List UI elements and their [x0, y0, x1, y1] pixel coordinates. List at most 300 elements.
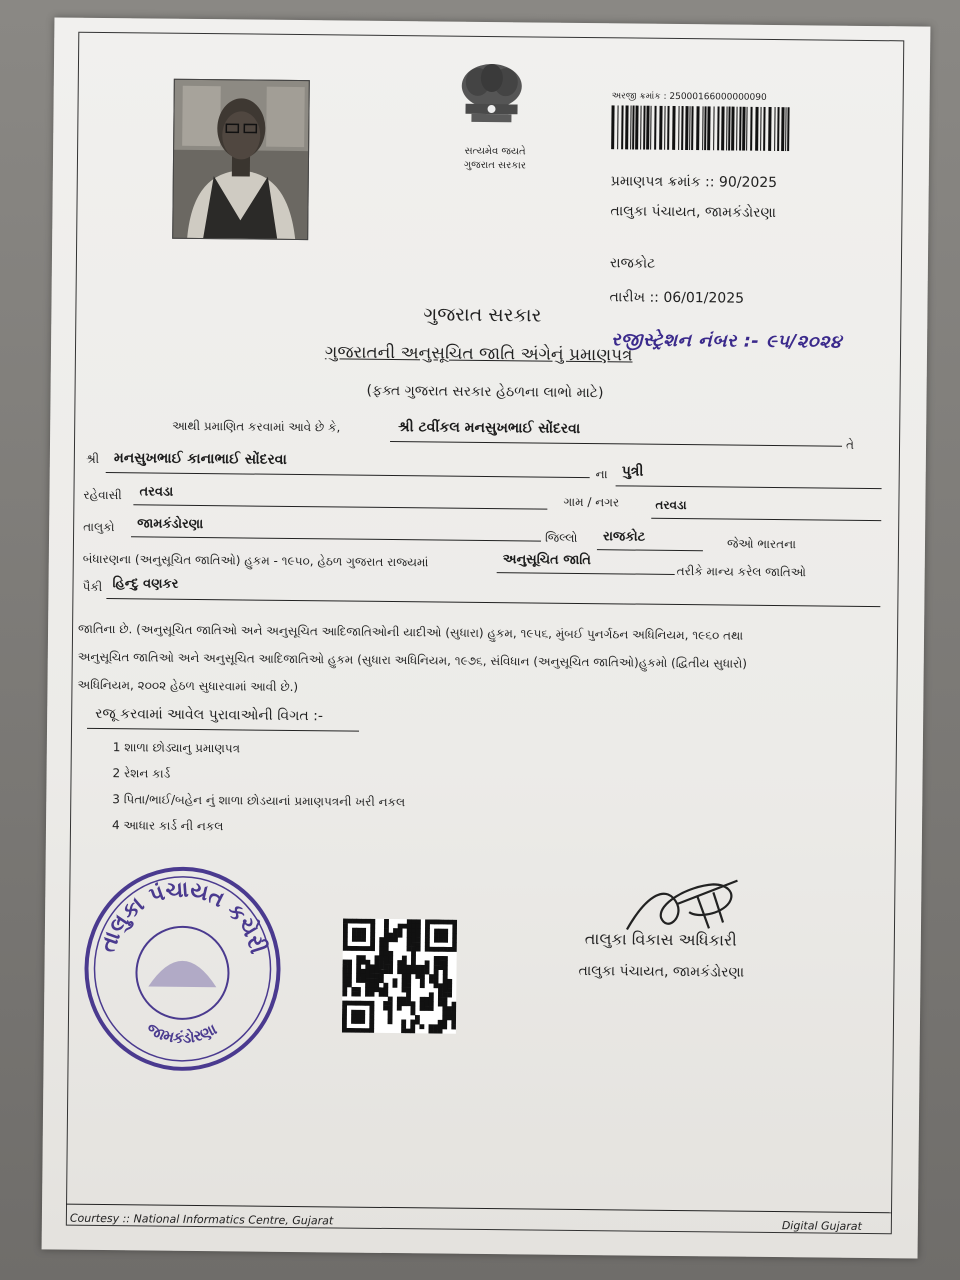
qr-module — [356, 978, 361, 983]
qr-finder-module — [425, 947, 430, 952]
qr-module — [384, 960, 389, 965]
qr-module — [406, 983, 411, 988]
qr-module — [379, 974, 384, 979]
qr-module — [397, 1001, 402, 1006]
issuing-district: રાજકોટ — [609, 255, 656, 272]
qr-finder-module — [343, 941, 348, 946]
qr-module — [342, 987, 347, 992]
application-number-label: અરજી ક્રમાંક : — [611, 91, 667, 102]
qr-module — [415, 974, 420, 979]
qr-module — [365, 987, 370, 992]
qr-module — [443, 965, 448, 970]
qr-module — [447, 993, 452, 998]
qr-module — [443, 997, 448, 1002]
qr-finder-module — [425, 942, 430, 947]
qr-finder-module — [356, 1014, 361, 1019]
qr-finder-module — [452, 947, 457, 952]
qr-module — [342, 991, 347, 996]
qr-finder-module — [448, 947, 453, 952]
legal-paragraph-line1: જાતિના છે. (અનુસૂચિત જાતિઓ અને અનુસૂચિત આદિજાતિઓની યાદીઓ (સુધારા) હુકમ, ૧૯૫૬, મુંબઈ પુનર્ગઠન અધિનિયમ, ૧૯૬૦ તથા — [78, 621, 744, 643]
qr-module — [434, 970, 439, 975]
qr-module — [447, 1011, 452, 1016]
qr-finder-module — [357, 928, 362, 933]
qr-module — [443, 983, 448, 988]
barcode — [609, 105, 795, 151]
qr-module — [370, 964, 375, 969]
barcode-bar — [654, 106, 656, 150]
qr-module — [443, 956, 448, 961]
qr-module — [442, 1024, 447, 1029]
caste-category: અનુસૂચિત જાતિ — [502, 552, 591, 569]
constitution-text: બંધારણના (અનુસૂચિત જાતિઓ) હુકમ - ૧૯૫૦, હેઠળ ગુજરાત રાજ્યમાં — [82, 551, 429, 570]
qr-finder-module — [351, 1010, 356, 1015]
qr-module — [388, 937, 393, 942]
qr-finder-module — [452, 938, 457, 943]
qr-module — [411, 942, 416, 947]
qr-module — [365, 960, 370, 965]
barcode-bar — [691, 106, 693, 150]
barcode-bar — [739, 107, 741, 151]
qr-module — [342, 969, 347, 974]
qr-module — [342, 973, 347, 978]
qr-module — [347, 973, 352, 978]
qr-module — [447, 979, 452, 984]
barcode-bar — [728, 107, 730, 151]
qr-module — [402, 983, 407, 988]
qr-module — [388, 1015, 393, 1020]
qr-module — [406, 1001, 411, 1006]
qr-module — [415, 969, 420, 974]
qr-module — [438, 988, 443, 993]
qr-module — [397, 997, 402, 1002]
qr-finder-module — [434, 938, 439, 943]
qr-finder-module — [342, 1001, 347, 1006]
qr-finder-module — [360, 1014, 365, 1019]
qr-module — [451, 1011, 456, 1016]
qr-module — [401, 1001, 406, 1006]
qr-module — [397, 960, 402, 965]
qr-finder-module — [357, 919, 362, 924]
qr-module — [452, 1002, 457, 1007]
proof-item: 1 શાળા છોડ્યાનુ પ્રમાણપત્ર — [112, 740, 241, 756]
qr-finder-module — [370, 919, 375, 924]
qr-module — [370, 992, 375, 997]
qr-module — [442, 1002, 447, 1007]
qr-module — [434, 965, 439, 970]
qr-module — [443, 961, 448, 966]
qr-module — [393, 928, 398, 933]
qr-module — [429, 997, 434, 1002]
applicant-photo — [172, 79, 310, 240]
qr-module — [410, 1020, 415, 1025]
government-title: ગુજરાત સરકાર — [423, 303, 542, 327]
qr-finder-module — [342, 1028, 347, 1033]
qr-module — [411, 928, 416, 933]
proof-item: 2 રેશન કાર્ડ — [112, 766, 171, 781]
qr-finder-module — [357, 932, 362, 937]
certify-label: આથી પ્રમાણિત કરવામાં આવે છે કે, — [172, 418, 341, 435]
qr-module — [407, 924, 412, 929]
barcode-bar — [625, 105, 628, 149]
qr-module — [388, 960, 393, 965]
qr-module — [401, 1019, 406, 1024]
qr-module — [411, 969, 416, 974]
qr-finder-module — [425, 919, 430, 924]
qr-module — [406, 997, 411, 1002]
qr-module — [438, 997, 443, 1002]
qr-module — [388, 997, 393, 1002]
qr-module — [416, 928, 421, 933]
qr-module — [342, 982, 347, 987]
qr-module — [361, 973, 366, 978]
qr-finder-module — [361, 946, 366, 951]
qr-module — [401, 1024, 406, 1029]
qr-module — [384, 928, 389, 933]
qr-module — [420, 969, 425, 974]
barcode-bar — [678, 106, 679, 150]
qr-module — [388, 955, 393, 960]
qr-module — [347, 960, 352, 965]
officer-office: તાલુકા પંચાયત, જામકંડોરણા — [578, 962, 745, 981]
application-number-value: 25000166000000090 — [669, 91, 767, 103]
barcode-bar — [707, 106, 710, 150]
qr-module — [424, 1001, 429, 1006]
qr-finder-module — [352, 937, 357, 942]
qr-code — [342, 919, 457, 1034]
qr-module — [433, 1024, 438, 1029]
qr-module — [420, 997, 425, 1002]
qr-module — [415, 965, 420, 970]
qr-finder-module — [425, 938, 430, 943]
qr-module — [416, 933, 421, 938]
barcode-bar — [742, 107, 745, 151]
qr-finder-module — [370, 946, 375, 951]
qr-module — [370, 969, 375, 974]
barcode-bar — [777, 107, 779, 151]
district-label: જિલ્લો — [544, 530, 578, 545]
qr-finder-module — [425, 924, 430, 929]
qr-finder-module — [439, 929, 444, 934]
qr-module — [388, 1019, 393, 1024]
qr-module — [429, 1024, 434, 1029]
qr-module — [351, 987, 356, 992]
portrait-image — [173, 80, 309, 239]
qr-module — [379, 951, 384, 956]
qr-finder-module — [443, 933, 448, 938]
qr-module — [438, 983, 443, 988]
qr-module — [416, 924, 421, 929]
barcode-bar — [630, 105, 631, 149]
qr-finder-module — [366, 946, 371, 951]
barcode-bar — [763, 107, 765, 151]
qr-finder-module — [360, 1001, 365, 1006]
qr-module — [433, 1029, 438, 1034]
qr-module — [410, 1024, 415, 1029]
qr-module — [365, 973, 370, 978]
qr-module — [429, 1002, 434, 1007]
qr-finder-module — [347, 946, 352, 951]
qr-module — [406, 969, 411, 974]
qr-module — [383, 1001, 388, 1006]
qr-module — [365, 964, 370, 969]
qr-module — [442, 1015, 447, 1020]
qr-module — [361, 969, 366, 974]
qr-finder-module — [434, 929, 439, 934]
barcode-bar — [704, 106, 706, 150]
qr-module — [438, 1024, 443, 1029]
qr-module — [443, 988, 448, 993]
qr-module — [447, 988, 452, 993]
certificate-title: ગુજરાતની અનુસૂચિત જાતિ અંગેનું પ્રમાણપત્ર — [324, 342, 633, 366]
qr-module — [374, 978, 379, 983]
barcode-bar — [617, 105, 618, 149]
issuing-office: તાલુકા પંચાયત, જામકંડોરણા — [610, 203, 777, 222]
qr-module — [429, 1006, 434, 1011]
qr-module — [384, 942, 389, 947]
qr-module — [410, 1029, 415, 1034]
qr-module — [356, 973, 361, 978]
qr-module — [407, 937, 412, 942]
qr-module — [384, 951, 389, 956]
qr-finder-module — [343, 928, 348, 933]
qr-finder-module — [361, 919, 366, 924]
qr-finder-module — [443, 920, 448, 925]
qr-module — [361, 960, 366, 965]
barcode-bar — [689, 106, 690, 150]
qr-module — [447, 1015, 452, 1020]
qr-module — [420, 1006, 425, 1011]
qr-module — [379, 960, 384, 965]
na-label: ના — [595, 467, 608, 482]
qr-module — [415, 1020, 420, 1025]
application-number — [612, 91, 767, 103]
qr-module — [407, 933, 412, 938]
qr-finder-module — [369, 1005, 374, 1010]
qr-module — [416, 938, 421, 943]
qr-module — [407, 928, 412, 933]
qr-module — [397, 1006, 402, 1011]
legal-paragraph-line3: અધિનિયમ, ૨૦૦૨ હેઠળ સુધારવામાં આવી છે.) — [77, 677, 299, 695]
qr-finder-module — [361, 932, 366, 937]
qr-module — [388, 1001, 393, 1006]
qr-module — [374, 964, 379, 969]
qr-finder-module — [365, 1028, 370, 1033]
barcode-bar — [768, 107, 771, 151]
qr-module — [420, 965, 425, 970]
caste-value: હિન્દુ વણકર — [112, 576, 179, 592]
qr-module — [442, 1011, 447, 1016]
qr-finder-module — [370, 932, 375, 937]
qr-module — [402, 978, 407, 983]
qr-module — [411, 956, 416, 961]
qr-module — [393, 933, 398, 938]
qr-finder-module — [352, 928, 357, 933]
qr-finder-module — [356, 937, 361, 942]
qr-module — [388, 1010, 393, 1015]
qr-module — [398, 933, 403, 938]
barcode-bar — [702, 106, 703, 150]
barcode-bar — [713, 106, 714, 150]
qr-finder-module — [343, 937, 348, 942]
qr-finder-module — [356, 1001, 361, 1006]
qr-module — [406, 974, 411, 979]
qr-module — [443, 979, 448, 984]
qr-module — [452, 1006, 457, 1011]
certificate-subtitle: (ફક્ત ગુજરાત સરકાર હેઠળના લાભો માટે) — [366, 382, 604, 402]
barcode-bar — [760, 107, 761, 151]
qr-module — [411, 919, 416, 924]
barcode-bar — [611, 105, 614, 149]
qr-module — [451, 1020, 456, 1025]
qr-finder-module — [365, 1001, 370, 1006]
qr-module — [343, 960, 348, 965]
barcode-bar — [731, 107, 734, 151]
qr-module — [406, 965, 411, 970]
qr-module — [411, 960, 416, 965]
barcode-bar — [685, 106, 688, 150]
qr-finder-module — [352, 932, 357, 937]
national-emblem-icon — [449, 60, 534, 143]
qr-finder-module — [370, 1001, 375, 1006]
qr-module — [424, 1006, 429, 1011]
barcode-bar — [774, 107, 775, 151]
qr-module — [401, 1029, 406, 1034]
qr-module — [425, 970, 430, 975]
qr-finder-module — [347, 1001, 352, 1006]
qr-module — [384, 933, 389, 938]
qr-module — [443, 993, 448, 998]
qr-module — [451, 1025, 456, 1030]
qr-finder-module — [351, 1014, 356, 1019]
qr-finder-module — [360, 1028, 365, 1033]
qr-module — [402, 974, 407, 979]
qr-module — [379, 992, 384, 997]
qr-module — [383, 992, 388, 997]
qr-finder-module — [369, 1024, 374, 1029]
qr-module — [383, 1006, 388, 1011]
qr-finder-module — [356, 1010, 361, 1015]
qr-finder-module — [438, 947, 443, 952]
qr-module — [365, 978, 370, 983]
qr-module — [420, 979, 425, 984]
qr-module — [407, 919, 412, 924]
barcode-bar — [746, 107, 747, 151]
te-label: તે — [845, 437, 855, 452]
qr-module — [434, 979, 439, 984]
qr-module — [425, 965, 430, 970]
qr-finder-module — [370, 923, 375, 928]
qr-module — [342, 978, 347, 983]
qr-module — [411, 1001, 416, 1006]
qr-module — [434, 983, 439, 988]
qr-finder-module — [439, 938, 444, 943]
qr-finder-module — [452, 942, 457, 947]
barcode-bar — [717, 106, 719, 150]
qr-module — [429, 992, 434, 997]
qr-module — [365, 969, 370, 974]
qr-module — [388, 933, 393, 938]
shri-label: શ્રી — [85, 451, 100, 466]
barcode-bar — [659, 106, 662, 150]
resident-label: રહેવાસી — [83, 487, 122, 503]
qr-module — [407, 942, 412, 947]
qr-module — [425, 960, 430, 965]
qr-module — [410, 1010, 415, 1015]
qr-module — [361, 978, 366, 983]
qr-module — [438, 961, 443, 966]
qr-module — [356, 964, 361, 969]
relation-value: પુત્રી — [621, 463, 644, 480]
qr-module — [384, 919, 389, 924]
qr-finder-module — [452, 920, 457, 925]
qr-finder-module — [342, 1010, 347, 1015]
qr-module — [429, 974, 434, 979]
qr-finder-module — [342, 1005, 347, 1010]
qr-module — [370, 987, 375, 992]
qr-finder-module — [443, 938, 448, 943]
qr-module — [434, 961, 439, 966]
resident-value: તરવડા — [139, 484, 174, 500]
certificate-number: પ્રમાણપત્ર ક્રમાંક :: 90/2025 — [610, 173, 778, 192]
qr-module — [406, 1029, 411, 1034]
qr-module — [438, 965, 443, 970]
qr-module — [420, 983, 425, 988]
qr-finder-module — [370, 942, 375, 947]
qr-finder-module — [352, 919, 357, 924]
qr-module — [347, 964, 352, 969]
qr-module — [402, 960, 407, 965]
qr-module — [384, 969, 389, 974]
qr-module — [415, 1015, 420, 1020]
barcode-bar — [646, 106, 649, 150]
barcode-bar — [650, 106, 651, 150]
qr-module — [416, 942, 421, 947]
barcode-bar — [621, 105, 623, 149]
applicant-name: શ્રી ટવીંકલ મનસુખભાઈ સોંદરવા — [398, 419, 581, 437]
qr-module — [411, 965, 416, 970]
qr-finder-module — [366, 919, 371, 924]
qr-module — [406, 978, 411, 983]
qr-module — [351, 992, 356, 997]
qr-module — [379, 946, 384, 951]
qr-finder-module — [343, 946, 348, 951]
qr-module — [374, 974, 379, 979]
qr-finder-module — [425, 933, 430, 938]
qr-module — [356, 960, 361, 965]
qr-module — [438, 992, 443, 997]
qr-module — [388, 965, 393, 970]
qr-finder-module — [434, 933, 439, 938]
qr-finder-module — [439, 933, 444, 938]
father-name: મનસુખભાઈ કાનાભાઈ સોંદરવા — [113, 450, 287, 468]
proof-item: 4 આધાર કાર્ડ ની નકલ — [111, 818, 224, 834]
qr-module — [379, 969, 384, 974]
qr-module — [384, 924, 389, 929]
footer-digital-gujarat: Digital Gujarat — [781, 1219, 862, 1233]
recognized-label: તરીકે માન્ય કરેલ જાતિઓ — [676, 563, 807, 580]
qr-finder-module — [356, 1019, 361, 1024]
qr-module — [451, 1015, 456, 1020]
panchayat-stamp — [81, 864, 283, 1072]
qr-module — [383, 983, 388, 988]
qr-module — [384, 955, 389, 960]
qr-finder-module — [452, 924, 457, 929]
qr-module — [347, 982, 352, 987]
qr-module — [356, 987, 361, 992]
barcode-bar — [672, 106, 675, 150]
barcode-bar — [681, 106, 683, 150]
qr-module — [383, 987, 388, 992]
